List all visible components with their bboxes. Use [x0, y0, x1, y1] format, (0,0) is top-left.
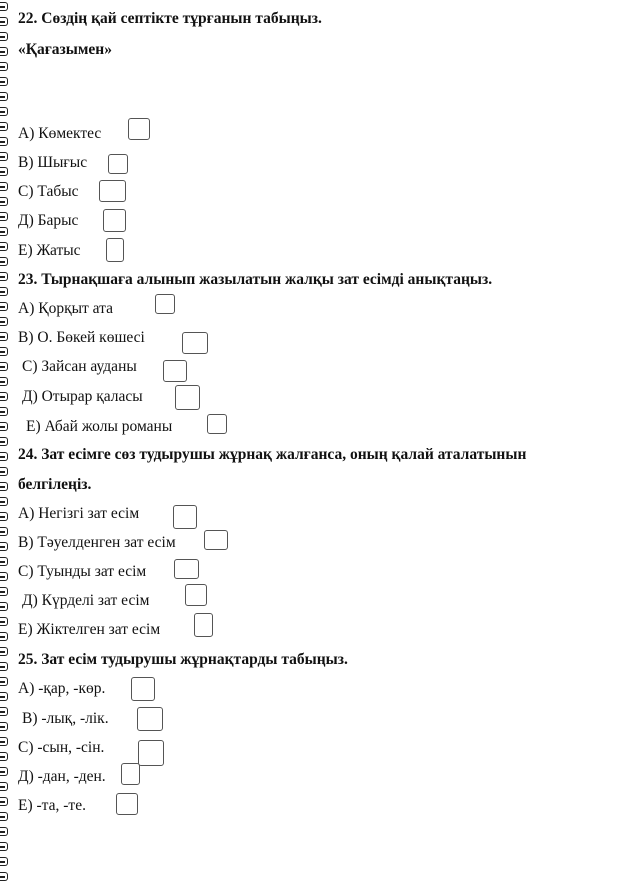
q24-option-e: Е) Жіктелген зат есім	[18, 621, 161, 638]
binding-ring	[0, 227, 8, 236]
q24-option-b-checkbox[interactable]	[204, 530, 228, 550]
binding-ring	[0, 842, 8, 851]
binding-ring	[0, 707, 8, 716]
binding-ring	[0, 212, 8, 221]
binding-ring	[0, 482, 8, 491]
binding-ring	[0, 662, 8, 671]
binding-ring	[0, 767, 8, 776]
q24-option-d: Д) Күрделі зат есім	[22, 592, 150, 609]
binding-ring	[0, 422, 8, 431]
q25-option-c-checkbox[interactable]	[138, 740, 164, 766]
binding-ring	[0, 362, 8, 371]
binding-ring	[0, 737, 8, 746]
q23-option-d: Д) Отырар қаласы	[22, 388, 143, 405]
binding-ring	[0, 527, 8, 536]
q25-option-a: А) -қар, -көр.	[18, 680, 106, 697]
q25-option-e-checkbox[interactable]	[116, 793, 138, 815]
binding-ring	[0, 47, 8, 56]
q22-option-e-checkbox[interactable]	[106, 238, 124, 262]
binding-ring	[0, 167, 8, 176]
question-25-title: 25. Зат есім тудырушы жұрнақтарды табыңыз.	[18, 651, 348, 668]
question-22-word: «Қағазымен»	[18, 41, 112, 58]
binding-ring	[0, 797, 8, 806]
binding-ring	[0, 137, 8, 146]
binding-ring	[0, 647, 8, 656]
binding-ring	[0, 152, 8, 161]
spiral-binding	[0, 0, 12, 891]
binding-ring	[0, 92, 8, 101]
q22-option-c-checkbox[interactable]	[99, 180, 126, 202]
binding-ring	[0, 542, 8, 551]
binding-ring	[0, 557, 8, 566]
binding-ring	[0, 122, 8, 131]
binding-ring	[0, 617, 8, 626]
binding-ring	[0, 2, 8, 11]
q24-option-e-checkbox[interactable]	[194, 613, 213, 637]
q24-option-a-checkbox[interactable]	[173, 505, 197, 529]
q22-option-c: С) Табыс	[18, 183, 79, 200]
q23-option-e-checkbox[interactable]	[207, 414, 227, 434]
q22-option-e: Е) Жатыс	[18, 242, 81, 259]
binding-ring	[0, 677, 8, 686]
binding-ring	[0, 197, 8, 206]
binding-ring	[0, 77, 8, 86]
binding-ring	[0, 377, 8, 386]
binding-ring	[0, 347, 8, 356]
question-22-title: 22. Сөздің қай септікте тұрғанын табыңыз.	[18, 10, 322, 27]
binding-ring	[0, 827, 8, 836]
binding-ring	[0, 602, 8, 611]
binding-ring	[0, 302, 8, 311]
q22-option-d-checkbox[interactable]	[103, 209, 126, 232]
binding-ring	[0, 437, 8, 446]
question-24-title-line2: белгілеңіз.	[18, 476, 92, 493]
binding-ring	[0, 692, 8, 701]
q23-option-d-checkbox[interactable]	[175, 385, 200, 410]
binding-ring	[0, 407, 8, 416]
q22-option-a-checkbox[interactable]	[128, 118, 150, 140]
q25-option-a-checkbox[interactable]	[131, 677, 155, 701]
q24-option-a: А) Негізгі зат есім	[18, 505, 140, 522]
binding-ring	[0, 107, 8, 116]
binding-ring	[0, 17, 8, 26]
binding-ring	[0, 257, 8, 266]
binding-ring	[0, 497, 8, 506]
q23-option-a-checkbox[interactable]	[155, 294, 175, 314]
binding-ring	[0, 467, 8, 476]
binding-ring	[0, 872, 8, 881]
binding-ring	[0, 572, 8, 581]
binding-ring	[0, 62, 8, 71]
binding-ring	[0, 452, 8, 461]
binding-ring	[0, 182, 8, 191]
binding-ring	[0, 632, 8, 641]
q23-option-b-checkbox[interactable]	[182, 332, 208, 354]
binding-ring	[0, 287, 8, 296]
q22-option-a: А) Көмектес	[18, 125, 102, 142]
binding-ring	[0, 272, 8, 281]
q25-option-d: Д) -дан, -ден.	[18, 768, 106, 785]
binding-ring	[0, 317, 8, 326]
question-23-title: 23. Тырнақшаға алынып жазылатын жалқы зат есімді анықтаңыз.	[18, 271, 493, 288]
q23-option-b: В) О. Бөкей көшесі	[18, 329, 145, 346]
q24-option-c-checkbox[interactable]	[174, 559, 199, 579]
binding-ring	[0, 392, 8, 401]
q25-option-b-checkbox[interactable]	[137, 707, 163, 731]
q23-option-a: А) Қорқыт ата	[18, 300, 113, 317]
q25-option-e: Е) -та, -те.	[18, 797, 86, 814]
q23-option-e: Е) Абай жолы романы	[26, 418, 173, 435]
q22-option-d: Д) Барыс	[18, 212, 79, 229]
binding-ring	[0, 782, 8, 791]
binding-ring	[0, 722, 8, 731]
q25-option-d-checkbox[interactable]	[121, 763, 140, 785]
binding-ring	[0, 857, 8, 866]
q22-option-b: В) Шығыс	[18, 154, 88, 171]
binding-ring	[0, 242, 8, 251]
q25-option-b: В) -лық, -лік.	[22, 710, 109, 727]
binding-ring	[0, 512, 8, 521]
q24-option-b: В) Тәуелденген зат есім	[18, 534, 176, 551]
q25-option-c: С) -сын, -сін.	[18, 739, 105, 756]
binding-ring	[0, 752, 8, 761]
q24-option-d-checkbox[interactable]	[185, 584, 207, 606]
q22-option-b-checkbox[interactable]	[108, 154, 128, 174]
binding-ring	[0, 587, 8, 596]
q23-option-c: С) Зайсан ауданы	[22, 358, 137, 375]
q24-option-c: С) Туынды зат есім	[18, 563, 147, 580]
binding-ring	[0, 32, 8, 41]
q23-option-c-checkbox[interactable]	[163, 360, 187, 382]
binding-ring	[0, 332, 8, 341]
question-24-title-line1: 24. Зат есімге сөз тудырушы жұрнақ жалғанса, оның қалай аталатынын	[18, 446, 527, 463]
binding-ring	[0, 812, 8, 821]
